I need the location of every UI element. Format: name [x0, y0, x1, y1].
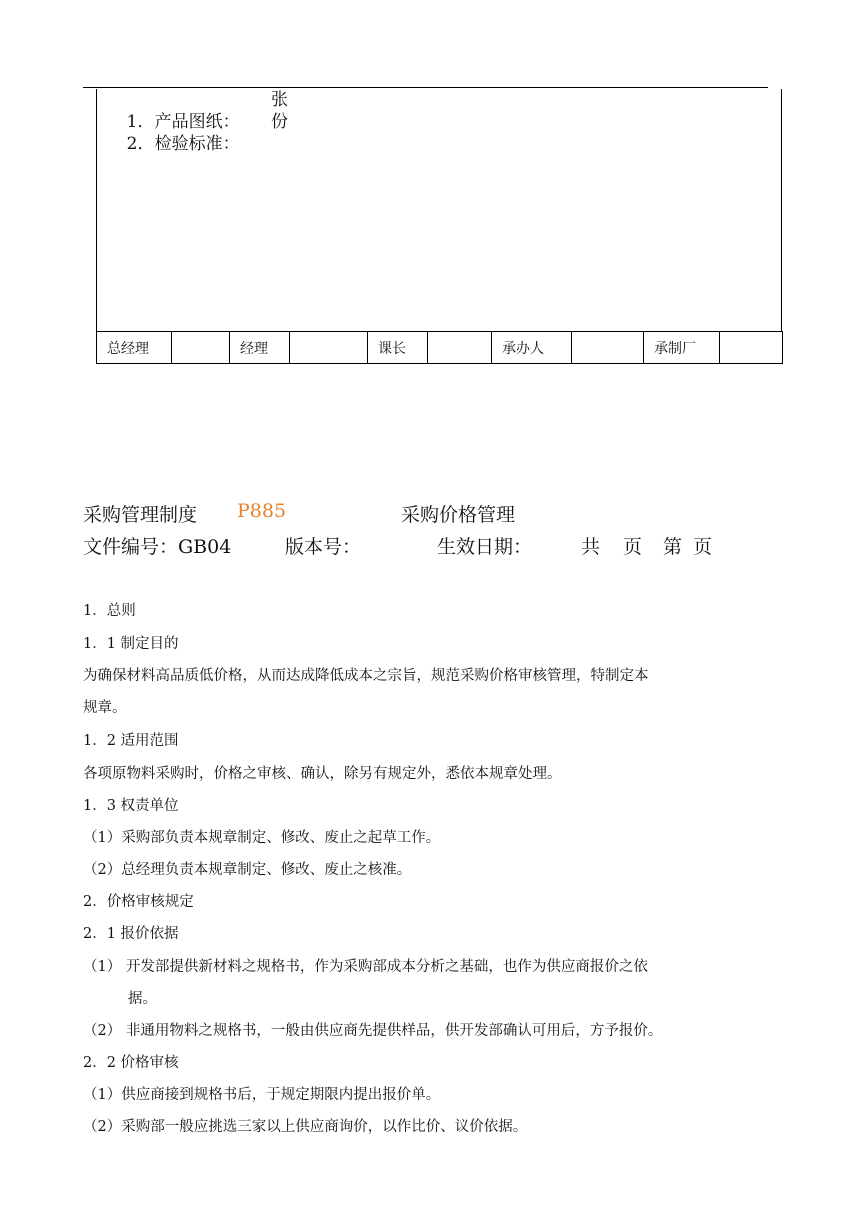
page-number-label: 第 [663, 536, 683, 558]
effective-date-label: 生效日期： [437, 536, 533, 558]
subsection-heading: 1．3 权责单位 [83, 798, 179, 814]
list-item-continuation: 据。 [128, 991, 157, 1007]
top-rule [83, 87, 768, 88]
signoff-label-gm: 总经理 [97, 332, 172, 364]
signoff-table [96, 331, 783, 364]
doc-title: 采购价格管理 [401, 504, 516, 526]
paragraph-line: 规章。 [83, 700, 127, 716]
signoff-row [97, 332, 783, 364]
signoff-cell-manufacturer [720, 332, 783, 364]
signoff-cell-gm [172, 332, 230, 364]
attachment-box [96, 89, 782, 331]
list-item: （1）供应商接到规格书后，于规定期限内提出报价单。 [83, 1087, 441, 1103]
signoff-label-manufacturer: 承制厂 [644, 332, 720, 364]
list-item: （1） 开发部提供新材料之规格书，作为采购部成本分析之基础，也作为供应商报价之依 [83, 959, 648, 975]
pages-unit-label: 页 [623, 536, 643, 558]
list-item: （2）总经理负责本规章制定、修改、废止之核准。 [83, 862, 412, 878]
section-heading: 2．价格审核规定 [83, 894, 194, 910]
attachment-unit: 份 [271, 112, 288, 132]
signoff-cell-manager [290, 332, 368, 364]
doc-header-line1 [83, 500, 516, 527]
page-unit-label: 页 [693, 536, 713, 558]
attachment-unit: 张 [271, 90, 288, 110]
paragraph-line: 为确保材料高品质低价格，从而达成降低成本之宗旨，规范采购价格审核管理，特制定本 [83, 668, 649, 684]
signoff-label-manager: 经理 [230, 332, 290, 364]
signoff-cell-section-chief [428, 332, 492, 364]
version-label: 版本号： [285, 536, 362, 558]
system-name: 采购管理制度 [83, 504, 198, 526]
attachment-item: 1．产品图纸： 张 [126, 90, 288, 132]
signoff-label-handler: 承办人 [492, 332, 572, 364]
pages-total-label: 共 [581, 536, 601, 558]
subsection-heading: 1．2 适用范围 [83, 733, 179, 749]
doc-header-line2 [83, 532, 783, 559]
subsection-heading: 1．1 制定目的 [83, 636, 179, 652]
list-item: （2） 非通用物料之规格书，一般由供应商先提供样品，供开发部确认可用后，方予报价。 [83, 1023, 663, 1039]
list-item: （1）采购部负责本规章制定、修改、废止之起草工作。 [83, 830, 441, 846]
paragraph-line: 各项原物料采购时，价格之审核、确认，除另有规定外，悉依本规章处理。 [83, 766, 562, 782]
attachment-label: 检验标准： [154, 134, 240, 154]
signoff-label-section-chief: 课长 [368, 332, 428, 364]
section-heading: 1．总则 [83, 603, 136, 619]
subsection-heading: 2．1 报价依据 [83, 926, 179, 942]
subsection-heading: 2．2 价格审核 [83, 1055, 179, 1071]
signoff-cell-handler [572, 332, 644, 364]
file-number: 文件编号：GB04 [83, 536, 232, 558]
attachment-label: 产品图纸： [154, 112, 240, 132]
list-item: （2）采购部一般应挑选三家以上供应商询价，以作比价、议价依据。 [83, 1119, 528, 1135]
attachment-item: 2．检验标准： 份 [126, 112, 288, 154]
doc-code: P885 [237, 500, 287, 522]
